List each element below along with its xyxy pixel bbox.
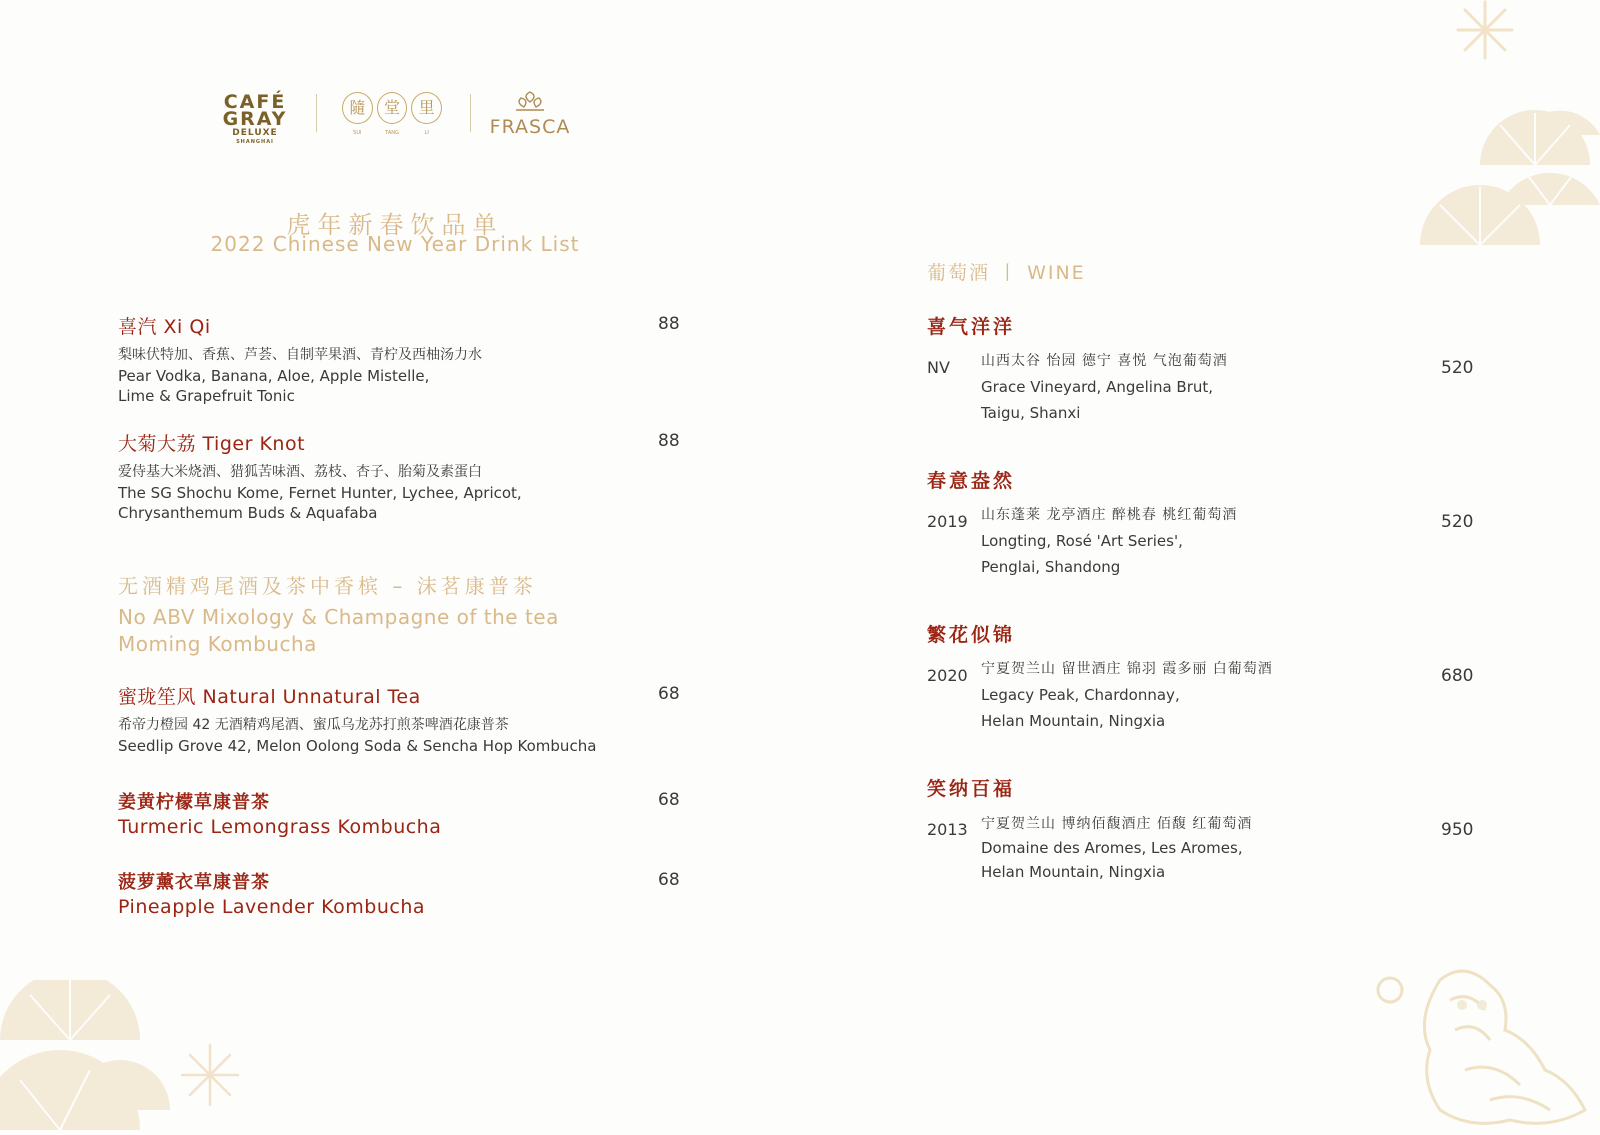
section-title-no-abv — [118, 570, 678, 656]
fireworks-decoration-top-right — [1450, 0, 1520, 60]
wine-item-title: 喜气洋洋 — [927, 316, 1016, 338]
menu-item-name: 蜜珑笙风 Natural Unnatural Tea — [118, 686, 421, 708]
menu-item-name: 大菊大荔 Tiger Knot — [118, 433, 306, 455]
menu-item-price: 88 — [658, 314, 680, 334]
menu-item — [118, 868, 683, 918]
section-title-wine: 葡萄酒 丨 WINE — [927, 262, 1086, 284]
cafe-gray-deluxe-logo: CAFÉ GRAY DELUXE SHANGHAI — [222, 91, 288, 145]
wine-vintage: NV — [927, 358, 950, 377]
menu-item-desc-en: Pear Vodka, Banana, Aloe, Apple Mistelle, — [118, 366, 430, 385]
wine-desc-en: Penglai, Shandong — [981, 558, 1121, 576]
menu-item-desc-en: Lime & Grapefruit Tonic — [118, 387, 295, 405]
menu-item — [118, 788, 683, 838]
wine-item — [927, 466, 1487, 576]
wine-desc — [981, 348, 1228, 426]
wine-desc — [981, 656, 1273, 734]
wine-vintage: 2013 — [927, 820, 968, 839]
tiger-papercut-decoration — [1370, 960, 1600, 1135]
wine-desc-en: Legacy Peak, Chardonnay, — [981, 686, 1180, 704]
wine-desc-cn: 山西太谷 怡园 德宁 喜悦 气泡葡萄酒 — [981, 353, 1228, 369]
menu-item-desc-cn: 希帝力橙园 42 无酒精鸡尾酒、蜜瓜乌龙苏打煎茶啤酒花康普茶 — [118, 717, 509, 733]
menu-item-name-en: Turmeric Lemongrass Kombucha — [118, 816, 442, 838]
wine-desc — [981, 812, 1252, 884]
wine-item-title: 笑纳百福 — [927, 778, 1016, 800]
logo-bar — [220, 90, 580, 145]
frasca-emblem-icon — [512, 90, 548, 114]
page-title-cn: 虎年新春饮品单 — [286, 211, 504, 239]
menu-item-price: 88 — [658, 431, 680, 451]
wine-price: 520 — [1441, 512, 1474, 532]
wine-price: 520 — [1441, 358, 1474, 378]
wine-desc-cn: 宁夏贺兰山 博纳佰馥酒庄 佰馥 红葡萄酒 — [981, 816, 1253, 832]
menu-item-price: 68 — [658, 684, 680, 704]
menu-item-name-cn: 菠萝薰衣草康普茶 — [118, 872, 270, 893]
wine-vintage: 2020 — [927, 666, 968, 685]
logo-char: 隨 — [342, 92, 373, 124]
wine-price: 950 — [1441, 820, 1474, 840]
wine-desc-en: Domaine des Aromes, Les Aromes, — [981, 839, 1243, 857]
section-title-en: No ABV Mixology & Champagne of the tea — [118, 605, 559, 629]
wine-item-title: 春意盎然 — [927, 470, 1016, 492]
wine-desc — [981, 502, 1237, 580]
logo-divider — [316, 94, 317, 132]
menu-item-price: 68 — [658, 790, 680, 810]
fan-pattern-decoration-right — [1420, 95, 1600, 265]
menu-item-desc-cn: 爱侍基大米烧酒、猎狐苦味酒、荔枝、杏子、胎菊及素蛋白 — [118, 464, 482, 480]
fan-pattern-decoration-bottom-left — [0, 980, 250, 1135]
menu-item-name-cn: 姜黄柠檬草康普茶 — [118, 792, 270, 813]
wine-desc-cn: 山东蓬莱 龙亭酒庄 醉桃春 桃红葡萄酒 — [981, 507, 1238, 523]
wine-vintage: 2019 — [927, 512, 968, 531]
menu-item-desc-en: The SG Shochu Kome, Fernet Hunter, Lychee, Apricot, — [118, 483, 522, 502]
wine-price: 680 — [1441, 666, 1474, 686]
menu-item-desc-cn: 梨味伏特加、香蕉、芦荟、自制苹果酒、青柠及西柚汤力水 — [118, 347, 482, 363]
section-title-cn: 无酒精鸡尾酒及茶中香槟 – 沫茗康普茶 — [118, 574, 537, 598]
wine-item — [927, 774, 1487, 881]
section-title-en: Moming Kombucha — [118, 632, 317, 656]
menu-item — [118, 312, 683, 407]
menu-item-desc-en: Seedlip Grove 42, Melon Oolong Soda & Sencha Hop Kombucha — [118, 736, 597, 755]
menu-item — [118, 682, 683, 756]
sui-tang-li-logo: 隨 堂 里 SUI TANG LI — [342, 92, 442, 140]
wine-desc-en: Helan Mountain, Ningxia — [981, 712, 1166, 730]
wine-item — [927, 312, 1487, 422]
menu-item-name-en: Pineapple Lavender Kombucha — [118, 896, 426, 918]
wine-desc-cn: 宁夏贺兰山 留世酒庄 锦羽 霞多丽 白葡萄酒 — [981, 661, 1273, 677]
logo-divider — [470, 94, 471, 132]
menu-item-name: 喜汽 Xi Qi — [118, 316, 211, 338]
wine-desc-en: Longting, Rosé 'Art Series', — [981, 532, 1183, 550]
logo-char: 里 — [411, 92, 442, 124]
logo-char: 堂 — [377, 92, 408, 124]
wine-desc-en: Grace Vineyard, Angelina Brut, — [981, 378, 1214, 396]
wine-desc-en: Taigu, Shanxi — [981, 404, 1081, 422]
page-title-en: 2022 Chinese New Year Drink List — [210, 232, 580, 256]
wine-item-title: 繁花似锦 — [927, 624, 1016, 646]
wine-item — [927, 620, 1487, 730]
frasca-logo: FRASCA — [485, 90, 575, 142]
menu-item — [118, 429, 683, 524]
menu-item-price: 68 — [658, 870, 680, 890]
menu-item-desc-en: Chrysanthemum Buds & Aquafaba — [118, 504, 378, 522]
wine-desc-en: Helan Mountain, Ningxia — [981, 863, 1166, 881]
